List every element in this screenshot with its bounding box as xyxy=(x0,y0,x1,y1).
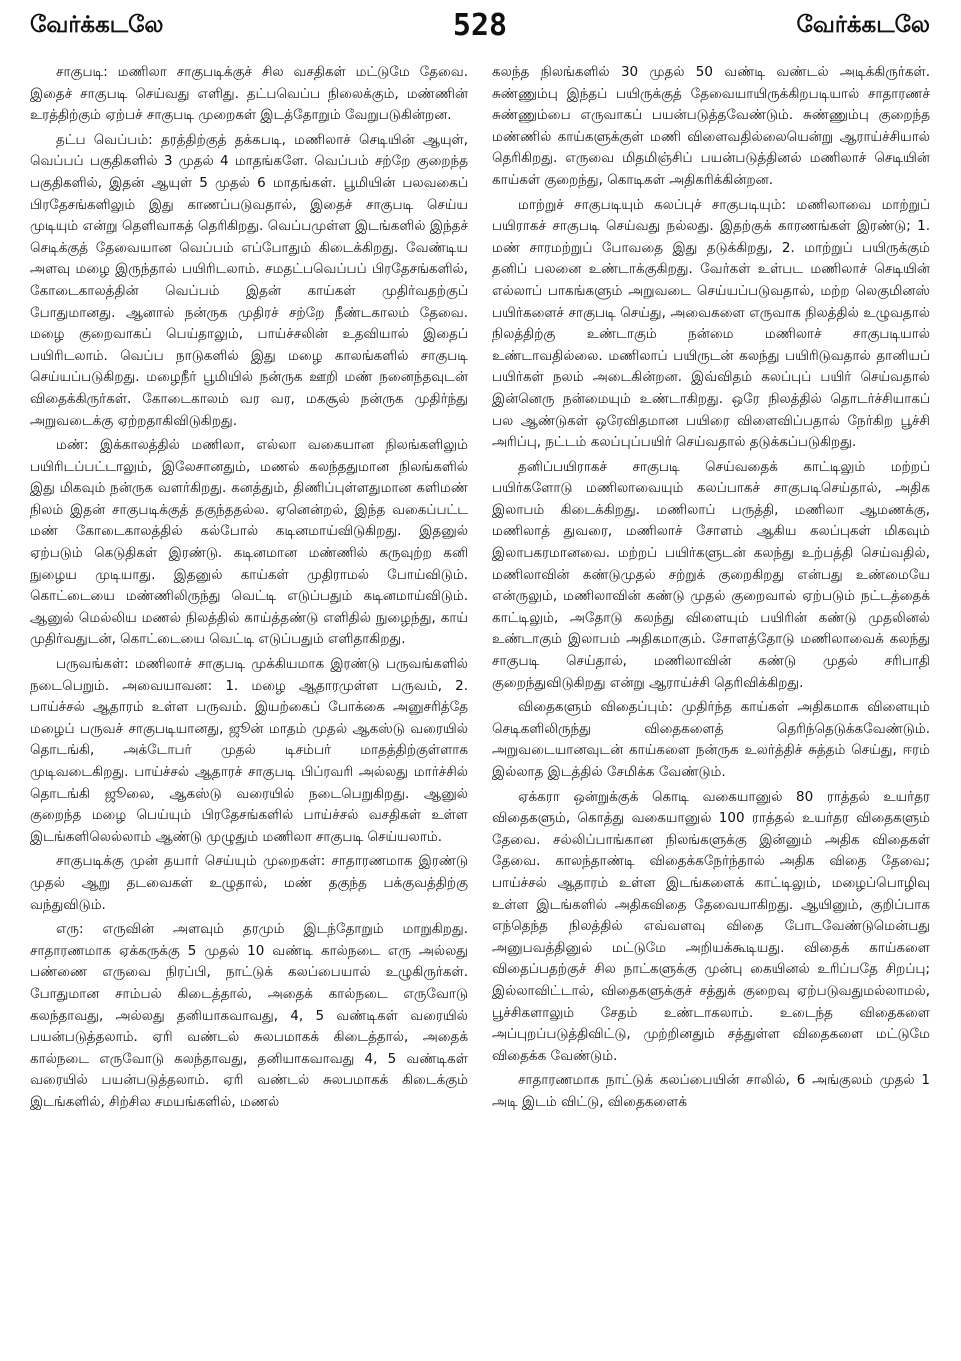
paragraph-text: மணிலாச் சாகுபடி முக்கியமாக இரண்டு பருவங்களில் நடைபெறும். அவையாவன: 1. மழை ஆதாரமுள்ள பருவம், 2. பாய்ச்சல் ஆதாரம் உள்ள பருவம். இயற்கைப் போக்கை அனுசரித்தே மழைப் பருவச் சாகுபடியானது, ஜூன் மாதம் முதல் ஆகஸ்டு வரையில் தொடங்கி, அக்டோபர் முதல் டிசம்பர் மாதத்திற்குள்ளாக முடிவடைகிறது. பாய்ச்சல் ஆதாரச் சாகுபடி பிப்ரவரி அல்லது மார்ச்சில் தொடங்கி ஜூலை, ஆகஸ்டு வரையில் நடைபெறுகிறது. ஆனுல் குறைந்த மழை பெய்யும் பிரதேசங்களில் பாய்ச்சல் வசதிகள் உள்ள இடங்களிலெல்லாம் ஆண்டு முழுதும் மணிலா சாகுபடி செய்யலாம். xyxy=(30,656,468,845)
term: மண்: xyxy=(56,437,89,454)
paragraph-seed-rate xyxy=(492,787,930,1068)
term: எரு: xyxy=(56,921,84,938)
paragraph-manure xyxy=(30,919,468,1113)
running-title-left: வேர்க்கடலே xyxy=(30,12,164,38)
paragraph-sowing xyxy=(492,1070,930,1113)
paragraph-preparation xyxy=(30,851,468,916)
paragraph-text: இக்காலத்தில் மணிலா, எல்லா வகையான நிலங்களிலும் பயிரிடப்பட்டாலும், இலேசானதும், மணல் கலந்ததுமான நிலங்களில் இது மிகவும் நன்ருக வளர்கிறது. கனத்தும், திணிப்புள்ளதுமான களிமண் நிலம் இதன் சாகுபடிக்குத் தகுந்ததல்ல. ஏனென்றல், இந்த வகைப்பட்ட மண் கோடைகாலத்தில் கல்போல் கடினமாய்விடுகிறது. இதனுல் ஏற்படும் கெடுதிகள் இரண்டு. கடினமான மண்ணில் கருவுற்ற கனி நுழைய முடியாது. இதனுல் காய்கள் முதிராமல் போய்விடும். கொட்டையை மண்ணிலிருந்து வெட்டி எடுப்பதும் கடினமாய்விடும். ஆனுல் மெல்லிய மணல் நிலத்தில் காய்த்தண்டு எளிதில் நுழைந்து, காய் முதிர்வதுடன், கொட்டையை வெட்டி எடுப்பதும் எளிதாகிறது. xyxy=(30,437,468,648)
term: சாகுபடி: xyxy=(56,64,108,80)
paragraph-text: முதிர்ந்த காய்கள் அதிகமாக விளையும் செடிகளிலிருந்து விதைகளைத் தெரிந்தெடுக்கவேண்டும். அறுவடையானவுடன் காய்களை நன்ருக உலர்த்திச் சுத்தம் செய்து, ஈரம் இல்லாத இடத்தில் சேமிக்க வேண்டும். xyxy=(492,699,930,780)
paragraph-text: சாதாரணமாக நாட்டுக் கலப்பையின் சாலில், 6 அங்குலம் முதல் 1 அடி இடம் விட்டு, விதைகளைக் xyxy=(492,1072,930,1110)
page-header xyxy=(30,8,930,52)
paragraph-rotation xyxy=(492,195,930,454)
paragraph-climate xyxy=(30,130,468,432)
paragraph-seasons xyxy=(30,654,468,848)
left-column xyxy=(30,62,468,1117)
page-number: 528 xyxy=(452,8,508,43)
paragraph-text: கலந்த நிலங்களில் 30 முதல் 50 வண்டி வண்டல் அடிக்கிருர்கள். சுண்ணும்பு இந்தப் பயிருக்குத் தேவையாயிருக்கிறபடியால் சாதாரணச் சுண்ணும்பை எருவாகப் பயன்படுத்தவேண்டும். சுண்ணும்பு குறைந்த மண்ணில் காய்களுக்குள் மணி விளைவதில்லையென்று ஆராய்ச்சியால் தெரிகிறது. எருவை மிதமிஞ்சிப் பயன்படுத்தினல் மணிலாச் செடியின் காய்கள் குறைந்து, கொடிகள் அதிகரிக்கின்றன. xyxy=(492,64,930,188)
paragraph-text: தரத்திற்குத் தக்கபடி, மணிலாச் செடியின் ஆயுள், வெப்பப் பகுதிகளில் 3 முதல் 4 மாதங்களே. வெப்பம் சற்றே குறைந்த பகுதிகளில், இதன் ஆயுள் 5 முதல் 6 மாதங்கள். பூமியின் பலவகைப் பிரதேசங்களிலும் இது காணப்படுவதால், இதைச் சாகுபடி செய்ய முடியும் என்று தெளிவாகத் தெரிகிறது. வெப்பமுள்ள இடங்களில் இந்தச் செடிக்குத் தேவையான வெப்பம் எப்போதும் கிடைக்கிறது. வேண்டிய அளவு மழை இருந்தால் பயிரிடலாம். சமதட்பவெப்பப் பிரதேசங்களில், கோடைகாலத்தின் வெப்பம் இதன் காய்கள் முதிர்வதற்குப் போதுமானது. ஆனால் நன்ருக முதிரச் சற்றே நீண்டகாலம் தேவை. மழை குறைவாகப் பெய்தாலும், பாய்ச்சலின் உதவியால் இதைப் பயிரிடலாம். வெப்ப நாடுகளில் இது மழை காலங்களில் சாகுபடி செய்யப்படுகிறது. மழைநீர் பூமியில் நன்ருக ஊறி மண் நனைந்தவுடன் விதைக்கிருர்கள். கோடைகாலம் வர வர, மகசூல் நன்ருக முதிர்ந்து அறுவடைக்கு ஏற்றதாகிவிடுகிறது. xyxy=(30,131,468,429)
paragraph-seeds xyxy=(492,697,930,783)
paragraph-text: சாதாரணமாக இரண்டு முதல் ஆறு தடவைகள் உழுதால், மண் தகுந்த பக்குவத்திற்கு வந்துவிடும். xyxy=(30,853,468,913)
paragraph-text: மணிலாவை மாற்றுப் பயிராகச் சாகுபடி செய்வது நல்லது. இதற்குக் காரணங்கள் இரண்டு; 1. மண் சாரமற்றுப் போவதை இது தடுக்கிறது, 2. மாற்றுப் பயிருக்கும் தனிப் பலனை உண்டாக்குகிறது. வேர்கள் உள்பட மணிலாச் செடியின் எல்லாப் பாகங்களும் அறுவடை செய்யப்படுவதால், மற்ற லெகுமினஸ் பயிர்களைச் சாகுபடி செய்து, அவைகளை எருவாக நிலத்தில் உழுவதால் நிலத்திற்கு உண்டாகும் நன்மை மணிலாச் சாகுபடியால் உண்டாவதில்லை. மணிலாப் பயிருடன் கலந்து பயிரிடுவதால் தானியப் பயிர்கள் நலம் அடைகின்றன. இவ்விதம் கலப்புப் பயிர் செய்வதால் இன்னெரு நன்மையும் உண்டாகிறது. ஒரே நிலத்தில் தொடர்ச்சியாகப் பல ஆண்டுகள் ஒரேவிதமான பயிரை விளைவிப்பதால் நேர்கிற பூச்சி அரிப்பு, நட்டம் கலப்புப்பயிர் செய்வதால் தடுக்கப்படுகிறது. xyxy=(492,196,931,451)
paragraph-text: தனிப்பயிராகச் சாகுபடி செய்வதைக் காட்டிலும் மற்றப் பயிர்களோடு மணிலாவையும் கலப்பாகச் சாகுபடிசெய்தால், அதிக இலாபம் கிடைக்கிறது. மணிலாப் பருத்தி, மணிலா ஆமணக்கு, மணிலாத் துவரை, மணிலாச் சோளம் ஆகிய கலப்புகள் மிகவும் இலாபகரமானவை. மற்றப் பயிர்களுடன் கலந்து உற்பத்தி செய்வதில், மணிலாவின் கண்டுமுதல் சற்றுக் குறைகிறது என்பது உண்மையே என்ருலும், மணிலாவின் கண்டு முதல் குறைவால் ஏற்படும் நட்டத்தைக் காட்டிலும், அதோடு கலந்து விளையும் பயிரின் கண்டு முதலினல் உண்டாகும் இலாபம் அதிகமாகும். சோளத்தோடு மணிலாவைக் கலந்து சாகுபடி செய்தால், மணிலாவின் கண்டு முதல் சரிபாதி குறைந்துவிடுகிறது என்று ஆராய்ச்சி தெரிவிக்கிறது. xyxy=(492,458,930,691)
paragraph-mixed-crops xyxy=(492,457,930,695)
term: தட்ப வெப்பம்: xyxy=(56,131,153,148)
term: சாகுபடிக்கு முன் தயார் செய்யும் முறைகள்: xyxy=(56,853,326,870)
term: விதைகளும் விதைப்பும்: xyxy=(518,699,673,716)
paragraph-manure-continued xyxy=(492,62,930,192)
paragraph-soil xyxy=(30,435,468,651)
paragraph-text: மணிலா சாகுபடிக்குச் சில வசதிகள் மட்டுமே தேவை. இதைச் சாகுபடி செய்வது எளிது. தட்பவெப்ப நிலைக்கும், மண்ணின் உரத்திற்கும் ஏற்பச் சாகுபடி முறைகள் இடத்தோறும் வேறுபடுகின்றன. xyxy=(30,64,468,124)
paragraph-text: எருவின் அளவும் தரமும் இடந்தோறும் மாறுகிறது. சாதாரணமாக ஏக்கருக்கு 5 முதல் 10 வண்டி கால்நடை எரு அல்லது பண்ணை எருவை நிரப்பி, நாட்டுக் கலப்பையால் உழுகிருர்கள். போதுமான சாம்பல் கிடைத்தால், அதைக் கால்நடை எருவோடு கலந்தாவது, அல்லது தனியாகவாவது, 4, 5 வண்டிகள் வரையில் பயன்படுத்தலாம். ஏரி வண்டல் சுலபமாகக் கிடைத்தால், அதைக் கால்நடை எருவோடு கலந்தாவது, தனியாகவாவது 4, 5 வண்டிகள் வரையில் பயன்படுத்தலாம். ஏரி வண்டல் சுலபமாகக் கிடைக்கும் இடங்களில், சிற்சில சமயங்களில், மணல் xyxy=(30,921,468,1110)
right-column xyxy=(492,62,930,1117)
term: பருவங்கள்: xyxy=(56,656,129,673)
paragraph-cultivation xyxy=(30,62,468,127)
term: மாற்றுச் சாகுபடியும் கலப்புச் சாகுபடியும்: xyxy=(518,196,787,213)
paragraph-text: ஏக்கரா ஒன்றுக்குக் கொடி வகையானுல் 80 ராத்தல் உயர்தர விதைகளும், கொத்து வகையானுல் 100 ராத்தல் உயர்தர விதைகளும் தேவை. சல்லிப்பாங்கான நிலங்களுக்கு இன்னும் அதிக விதைகள் தேவை. காலந்தாண்டி விதைக்கநேர்ந்தால் அதிக விதை தேவை; பாய்ச்சல் ஆதாரம் உள்ள இடங்களைக் காட்டிலும், மழைப்பொழிவு உள்ள இடங்களில் அதிகவிதை தேவையாகிறது. ஆயினும், குறிப்பாக எந்தெந்த நிலத்தில் எவ்வளவு விதை போடவேண்டுமென்பது அனுபவத்தினுல் மட்டுமே அறியக்கூடியது. விதைக் காய்களை விதைப்பதற்குச் சில நாட்களுக்கு முன்பு கையினல் உரிப்பதே சிறப்பு; இல்லாவிட்டால், விதைகளுக்குச் சத்துக் குறைவு ஏற்படுவதுமல்லாமல், பூச்சிகளாலும் சேதம் உண்டாகலாம். உடைந்த விதைகளை அப்புறப்படுத்திவிட்டு, முற்றினதும் சத்துள்ள விதைகளை மட்டுமே விதைக்க வேண்டும். xyxy=(492,788,930,1064)
running-title-right: வேர்க்கடலே xyxy=(796,12,930,38)
